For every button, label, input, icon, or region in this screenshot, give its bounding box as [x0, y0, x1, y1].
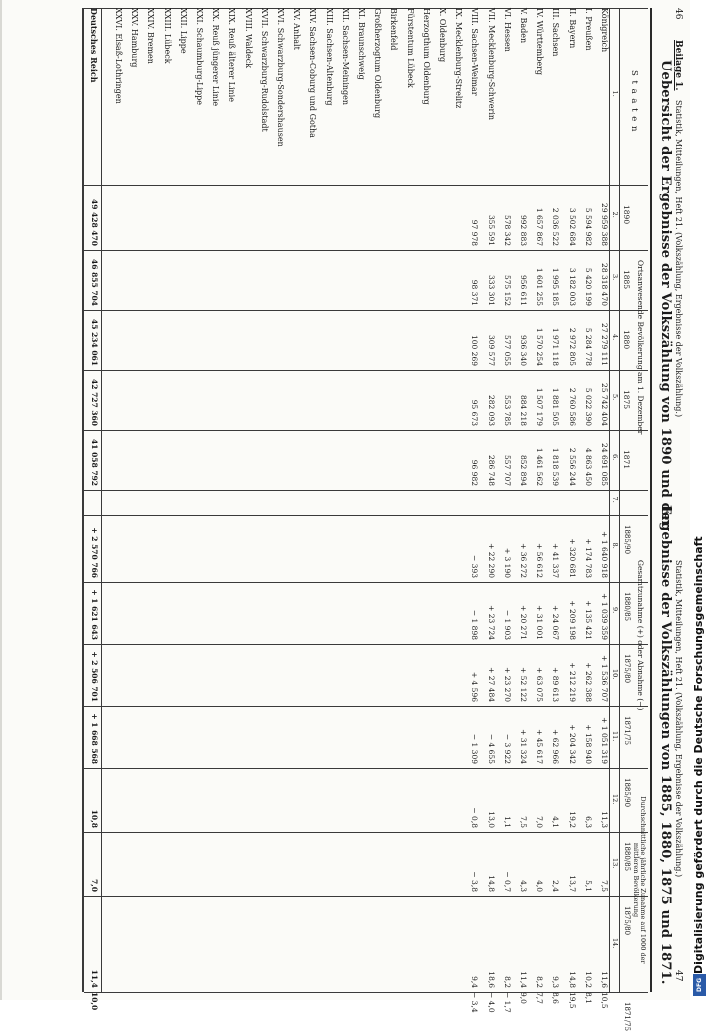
population-cell: 100 269: [470, 334, 480, 366]
column-number: 14.: [611, 938, 619, 949]
change-cell: − 4 655: [486, 733, 496, 764]
population-cell: 577 055: [502, 334, 512, 366]
table-vline: [84, 582, 648, 583]
population-cell: 25 742 404: [600, 383, 609, 426]
population-cell: 884 218: [519, 394, 528, 426]
change-cell: 8,6: [551, 992, 561, 1004]
change-cell: + 22 290: [486, 543, 496, 578]
population-cell: 575 152: [502, 274, 512, 306]
population-cell: 1 657 867: [535, 207, 545, 246]
change-cell: 8,2: [502, 976, 512, 988]
table-vline: [84, 644, 648, 645]
total-change-cell: + 1 621 643: [89, 589, 99, 640]
change-cell: 7,5: [519, 816, 528, 828]
table-vline: [84, 310, 648, 311]
change-cell: + 209 198: [567, 600, 577, 640]
population-cell: 282 093: [486, 394, 496, 426]
column-number: 2.: [611, 211, 619, 218]
total-change-cell: 10,8: [89, 809, 99, 828]
table-vline: [84, 490, 648, 491]
column-number: 11.: [611, 731, 619, 742]
change-cell: 8,1: [583, 992, 593, 1004]
period-head: 1885/90: [623, 525, 631, 555]
population-cell: 5 284 778: [583, 327, 593, 366]
change-cell: + 174 783: [583, 538, 593, 578]
total-change-cell: + 2 506 701: [89, 651, 99, 702]
change-cell: − 393: [470, 555, 480, 578]
state-label: XXIV. Bremen: [146, 8, 156, 64]
change-cell: 11,6: [600, 971, 609, 988]
change-cell: + 62 966: [551, 729, 561, 764]
total-change-cell: + 2 570 766: [89, 527, 99, 578]
top-rule: [650, 8, 652, 992]
population-cell: 1 461 562: [535, 447, 545, 486]
change-cell: 14,8: [486, 875, 496, 892]
state-label: XVI. Schwarzburg-Sondershausen: [276, 8, 285, 147]
change-cell: − 3 922: [502, 733, 512, 764]
state-label: I. Preußen: [583, 8, 593, 51]
state-label: IV. Württemberg: [535, 8, 545, 76]
column-number: 4.: [611, 334, 619, 341]
column-number: 12.: [611, 794, 619, 805]
colnum-hline: [609, 8, 610, 992]
population-cell: 29 959 388: [600, 203, 609, 246]
change-cell: 19,2: [567, 811, 577, 828]
group-head-left: Ortsanwesende Bevölkerung am 1. Dezember: [636, 260, 645, 435]
header-source-right: Statistik, Mitteilungen, Heft 21. (Volkszählung, Ergebnisse der Volkszählung.): [674, 560, 683, 878]
state-label: VIII. Sachsen-Weimar: [470, 8, 480, 96]
population-cell: 96 982: [470, 459, 480, 486]
change-cell: 10,2: [583, 971, 593, 988]
dfg-banner-text: Digitalisierung gefördert durch die Deutsche Forschungsgemeinschaft: [692, 536, 705, 974]
total-cell: 41 058 792: [89, 439, 99, 486]
column-number: 1.: [611, 90, 619, 97]
year-head: 1885: [622, 270, 631, 290]
period-head: 1871/75: [623, 1002, 631, 1031]
population-cell: 2 556 244: [567, 447, 577, 486]
change-cell: 9,4: [470, 976, 480, 988]
state-label: Fürstentum Lübeck: [405, 8, 415, 88]
population-cell: 4 863 450: [583, 447, 593, 486]
state-label: V. Baden: [519, 8, 528, 44]
table-vline: [84, 370, 648, 371]
state-label: Birkenfeld: [389, 8, 399, 51]
period-head: 1880/85: [623, 592, 631, 622]
change-cell: + 135 421: [583, 600, 593, 640]
state-label: XX. Reuß jüngerer Linie: [211, 8, 221, 107]
change-cell: 4,0: [535, 880, 545, 892]
change-cell: + 31 001: [535, 605, 545, 640]
change-cell: 11,3: [600, 811, 609, 828]
header-beilage: Beilage 1.: [673, 40, 683, 91]
header-hline: [619, 8, 620, 992]
change-cell: − 3,4: [470, 992, 480, 1013]
table-title-right: Ergebnisse der Volkszählungen von 1885, 1880, 1875 und 1871.: [658, 505, 673, 985]
state-label: VI. Hessen: [502, 8, 512, 52]
change-cell: − 4,0: [486, 992, 496, 1013]
column-number: 5.: [611, 394, 619, 401]
total-change-cell: 11,4: [89, 969, 99, 988]
change-cell: 7,0: [535, 816, 545, 828]
change-cell: 10,5: [600, 992, 609, 1009]
change-cell: 13,7: [567, 875, 577, 892]
change-cell: 19,5: [567, 992, 577, 1009]
change-cell: + 212 219: [567, 662, 577, 702]
population-cell: 3 502 684: [567, 207, 577, 246]
state-label: III. Sachsen: [551, 8, 561, 57]
total-cell: 45 234 061: [89, 319, 99, 366]
change-cell: + 31 324: [519, 729, 528, 764]
state-label: IX. Mecklenburg-Strelitz: [454, 8, 464, 109]
population-cell: 333 301: [486, 274, 496, 306]
change-cell: + 23 270: [502, 667, 512, 702]
column-number: 13.: [611, 858, 619, 869]
dfg-side-banner: [690, 0, 707, 1000]
state-label: XXI. Schaumburg-Lippe: [195, 8, 204, 106]
change-cell: + 1 536 707: [600, 655, 609, 702]
population-cell: 936 340: [519, 334, 528, 366]
state-label: XV. Anhalt: [292, 8, 302, 50]
change-cell: + 3 190: [502, 547, 512, 578]
column-number: 6.: [611, 454, 619, 461]
change-cell: 4,1: [551, 816, 561, 828]
column-number: 10.: [611, 669, 619, 680]
column-number: 8.: [611, 542, 619, 549]
change-cell: + 1 640 918: [600, 531, 609, 578]
change-cell: + 158 940: [583, 724, 593, 764]
change-cell: + 36 272: [519, 543, 528, 578]
population-cell: 98 371: [470, 279, 480, 306]
period-head: 1885/90: [623, 778, 631, 808]
state-label: XXVI. Elsaß-Lothringen: [114, 8, 123, 104]
column-number: 7.: [611, 496, 619, 503]
table-vline: [84, 185, 648, 186]
population-cell: 2 036 522: [551, 207, 561, 246]
dfg-logo-text: DFG: [696, 978, 703, 993]
state-label: XI. Braunschweig: [357, 8, 366, 80]
change-cell: − 3,8: [470, 871, 480, 892]
table-vline: [84, 896, 648, 897]
population-cell: 24 691 085: [600, 443, 609, 486]
total-cell: 49 428 470: [89, 199, 99, 246]
year-head: 1875: [622, 390, 631, 410]
change-cell: − 0,8: [470, 807, 480, 828]
total-change-cell: + 1 668 568: [89, 713, 99, 764]
change-cell: − 1 309: [470, 733, 480, 764]
change-cell: − 1 898: [470, 609, 480, 640]
change-cell: + 56 612: [535, 543, 545, 578]
bottom-hline: [82, 8, 84, 992]
change-cell: + 262 388: [583, 662, 593, 702]
change-cell: + 204 342: [567, 724, 577, 764]
page-number-left: 46: [673, 8, 683, 20]
change-cell: + 45 617: [535, 729, 545, 764]
state-label: XXII. Lippe: [178, 8, 188, 54]
change-cell: + 27 484: [486, 667, 496, 702]
change-cell: 6,3: [583, 816, 593, 828]
change-cell: 14,8: [567, 971, 577, 988]
table-vline: [84, 768, 648, 769]
state-label: II. Bayern: [567, 8, 577, 49]
group-head-right-b: Durchschnittliche jährliche Zunahme auf 1000 der mittleren Bevölkerung: [632, 796, 647, 964]
change-cell: 18,6: [486, 971, 496, 988]
change-cell: 7,7: [535, 992, 545, 1004]
state-label: XVII. Schwarzburg-Rudolstadt: [259, 8, 269, 132]
column-number: 3.: [611, 274, 619, 281]
population-cell: 992 883: [519, 214, 528, 246]
population-cell: 3 182 003: [567, 267, 577, 306]
period-head: 1880/85: [623, 842, 631, 872]
period-head: 1875/80: [623, 654, 631, 684]
change-cell: 5,1: [583, 880, 593, 892]
state-label: X. Oldenburg: [438, 8, 447, 63]
population-cell: 95 673: [470, 399, 480, 426]
change-cell: 13,0: [486, 811, 496, 828]
table-vline: [84, 250, 648, 251]
change-cell: + 320 681: [567, 538, 577, 578]
population-cell: 355 591: [486, 214, 496, 246]
year-head: 1890: [622, 205, 631, 225]
state-label: Königreich: [600, 8, 609, 53]
state-label: Großherzogtum Oldenburg: [373, 8, 383, 119]
population-cell: 557 707: [502, 454, 512, 486]
year-head: 1880: [622, 330, 631, 350]
change-cell: + 41 337: [551, 543, 561, 578]
year-head: 1871: [622, 450, 631, 470]
header-source-left: Statistik, Mitteilungen, Heft 21. (Volkszählung, Ergebnisse der Volkszählung.): [674, 100, 683, 418]
population-cell: 2 760 586: [567, 387, 577, 426]
state-label: XXIII. Lübeck: [162, 8, 172, 64]
population-cell: 5 022 390: [583, 387, 593, 426]
population-cell: 553 785: [502, 394, 512, 426]
change-cell: + 20 271: [519, 605, 528, 640]
change-cell: 2,4: [551, 880, 561, 892]
change-cell: 7,5: [600, 880, 609, 892]
table-vline: [84, 992, 648, 993]
total-label: Deutsches Reich: [88, 8, 99, 83]
population-cell: 1 971 118: [551, 327, 561, 366]
population-cell: 5 594 982: [583, 207, 593, 246]
change-cell: + 89 613: [551, 667, 561, 702]
table-vline: [84, 430, 648, 431]
change-cell: + 23 724: [486, 605, 496, 640]
population-cell: 1 570 254: [535, 327, 545, 366]
population-cell: 956 611: [519, 274, 528, 306]
change-cell: − 1 903: [502, 609, 512, 640]
table-vline: [84, 706, 648, 707]
table-title-left: Uebersicht der Ergebnisse der Volkszählung von 1890 und der: [658, 60, 673, 528]
population-cell: 1 601 255: [535, 267, 545, 306]
period-head: 1871/75: [623, 716, 631, 746]
change-cell: 9,3: [551, 976, 561, 988]
total-cell: 46 855 704: [89, 259, 99, 306]
state-label: XII. Sachsen-Meiningen: [340, 8, 350, 106]
change-cell: 8,2: [535, 976, 545, 988]
table-vline: [84, 515, 648, 516]
population-cell: 578 342: [502, 214, 512, 246]
population-cell: 97 978: [470, 219, 480, 246]
change-cell: + 63 075: [535, 667, 545, 702]
state-label: XIII. Sachsen-Altenburg: [324, 8, 334, 106]
column-number: 9.: [611, 607, 619, 614]
population-cell: 28 318 470: [600, 263, 609, 306]
dfg-logo: [693, 974, 706, 996]
change-cell: + 4 596: [470, 671, 480, 702]
change-cell: 1,1: [502, 816, 512, 828]
state-label: XIX. Reuß älterer Linie: [227, 8, 237, 102]
page-number-right: 47: [673, 970, 683, 982]
population-cell: 27 279 111: [600, 323, 609, 366]
change-cell: + 1 051 319: [600, 717, 609, 764]
population-cell: 2 972 805: [567, 327, 577, 366]
population-cell: 1 995 185: [551, 267, 561, 306]
change-cell: + 1 039 359: [600, 593, 609, 640]
change-cell: + 52 122: [519, 667, 528, 702]
change-cell: − 1,7: [502, 992, 512, 1013]
population-cell: 286 748: [486, 454, 496, 486]
total-hline: [101, 8, 102, 992]
population-cell: 1 881 505: [551, 387, 561, 426]
state-label: XXV. Hamburg: [130, 8, 140, 68]
period-head: 1875/80: [623, 906, 631, 936]
table-vline: [84, 832, 648, 833]
population-cell: 1 818 539: [551, 447, 561, 486]
state-label: XVIII. Waldeck: [243, 8, 253, 69]
change-cell: 9,0: [519, 992, 528, 1004]
population-cell: 1 507 179: [535, 387, 545, 426]
state-label: VII. Mecklenburg-Schwerin: [486, 8, 496, 121]
population-cell: 309 577: [486, 334, 496, 366]
total-change-cell: 10,0: [89, 992, 99, 1011]
stub-head: S t a a t e n: [629, 70, 639, 133]
change-cell: + 24 067: [551, 605, 561, 640]
population-cell: 852 894: [519, 454, 528, 486]
total-cell: 42 727 360: [89, 379, 99, 426]
population-cell: 5 420 199: [583, 267, 593, 306]
change-cell: 11,4: [519, 971, 528, 988]
change-cell: − 0,7: [502, 871, 512, 892]
change-cell: 4,3: [519, 880, 528, 892]
total-change-cell: 7,0: [89, 878, 99, 892]
state-label: Herzogthum Oldenburg: [421, 8, 431, 105]
group-head-right-a: Gesamtzunahme (+) oder Abnahme (−): [636, 560, 645, 711]
state-label: XIV. Sachsen-Coburg und Gotha: [308, 8, 318, 138]
